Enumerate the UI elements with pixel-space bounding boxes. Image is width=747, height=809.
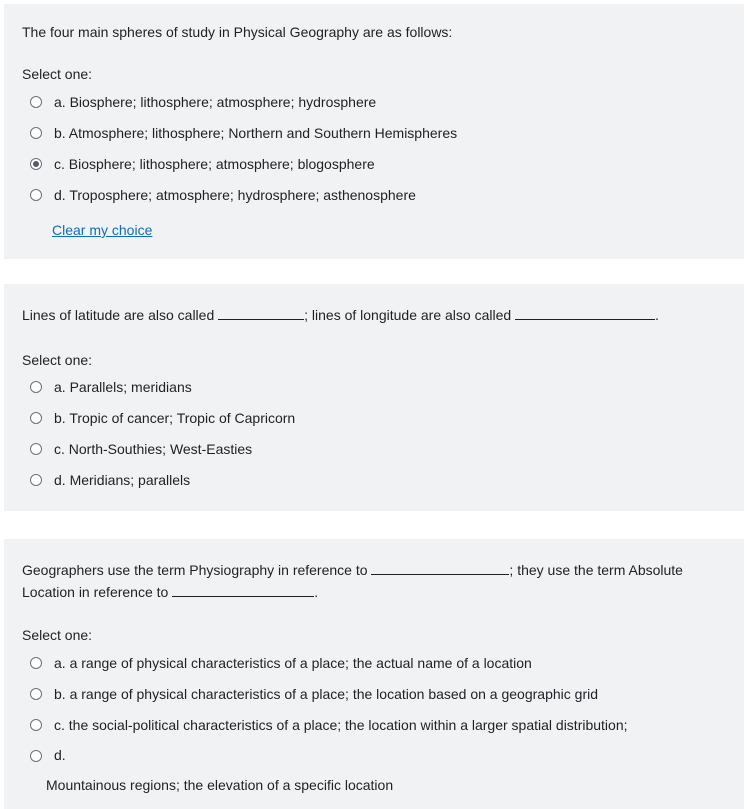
fill-in-blank (218, 305, 304, 320)
option-d[interactable] (30, 740, 628, 802)
option-label: a. a range of physical characteristics of a place; the actual name of a location (54, 654, 532, 671)
option-c[interactable] (30, 433, 295, 464)
option-label-continuation: Mountainous regions; the elevation of a specific location (46, 777, 394, 793)
question-card-3 (4, 539, 744, 809)
option-b[interactable] (30, 117, 457, 148)
radio-button[interactable] (30, 750, 42, 762)
option-label: c. North-Southies; West-Easties (54, 440, 253, 457)
option-c[interactable] (30, 709, 628, 740)
radio-button[interactable] (30, 688, 42, 700)
question-card-1 (4, 4, 744, 259)
option-d[interactable] (30, 464, 295, 495)
option-label: b. Tropic of cancer; Tropic of Capricorn (54, 409, 296, 426)
fill-in-blank (371, 560, 509, 575)
option-label: b. Atmosphere; lithosphere; Northern and Southern Hemispheres (54, 124, 458, 141)
radio-button[interactable] (30, 443, 42, 455)
option-a[interactable] (30, 371, 295, 402)
option-a[interactable] (30, 86, 457, 117)
select-one-prompt: Select one: (22, 66, 93, 82)
question-card-2 (4, 284, 744, 511)
radio-button[interactable] (30, 412, 42, 424)
select-one-prompt: Select one: (22, 352, 93, 368)
option-label: a. Parallels; meridians (54, 378, 192, 395)
question-text: Geographers use the term Physiography in reference to ; they use the term Absolute Location in reference to . (22, 562, 683, 600)
option-label: c. the social-political characteristics of a place; the location within a larger spatial distribution; (54, 716, 628, 733)
radio-button[interactable] (30, 127, 42, 139)
select-one-prompt: Select one: (22, 627, 93, 643)
radio-button[interactable] (30, 474, 42, 486)
option-label: b. a range of physical characteristics of a place; the location based on a geographic grid (54, 685, 598, 702)
option-label: d. Meridians; parallels (54, 471, 191, 488)
answer-options (30, 86, 457, 210)
option-c[interactable] (30, 148, 457, 179)
option-label: a. Biosphere; lithosphere; atmosphere; hydrosphere (54, 93, 377, 110)
radio-button[interactable] (30, 189, 42, 201)
radio-button[interactable] (30, 719, 42, 731)
answer-options (30, 371, 295, 495)
question-text: The four main spheres of study in Physical Geography are as follows: (22, 24, 453, 40)
answer-options (30, 647, 628, 802)
radio-button[interactable] (30, 96, 42, 108)
option-label: d. Troposphere; atmosphere; hydrosphere; asthenosphere (54, 186, 416, 203)
option-b[interactable] (30, 402, 295, 433)
radio-button-selected[interactable] (30, 158, 42, 170)
option-label: d. (54, 747, 66, 763)
option-label: c. Biosphere; lithosphere; atmosphere; blogosphere (54, 155, 375, 172)
option-a[interactable] (30, 647, 628, 678)
radio-button[interactable] (30, 381, 42, 393)
clear-my-choice-link[interactable]: Clear my choice (52, 222, 153, 238)
option-d[interactable] (30, 179, 457, 210)
fill-in-blank (172, 582, 314, 597)
radio-button[interactable] (30, 657, 42, 669)
question-text: Lines of latitude are also called ; lines of longitude are also called . (22, 307, 659, 323)
option-b[interactable] (30, 678, 628, 709)
fill-in-blank (515, 305, 655, 320)
